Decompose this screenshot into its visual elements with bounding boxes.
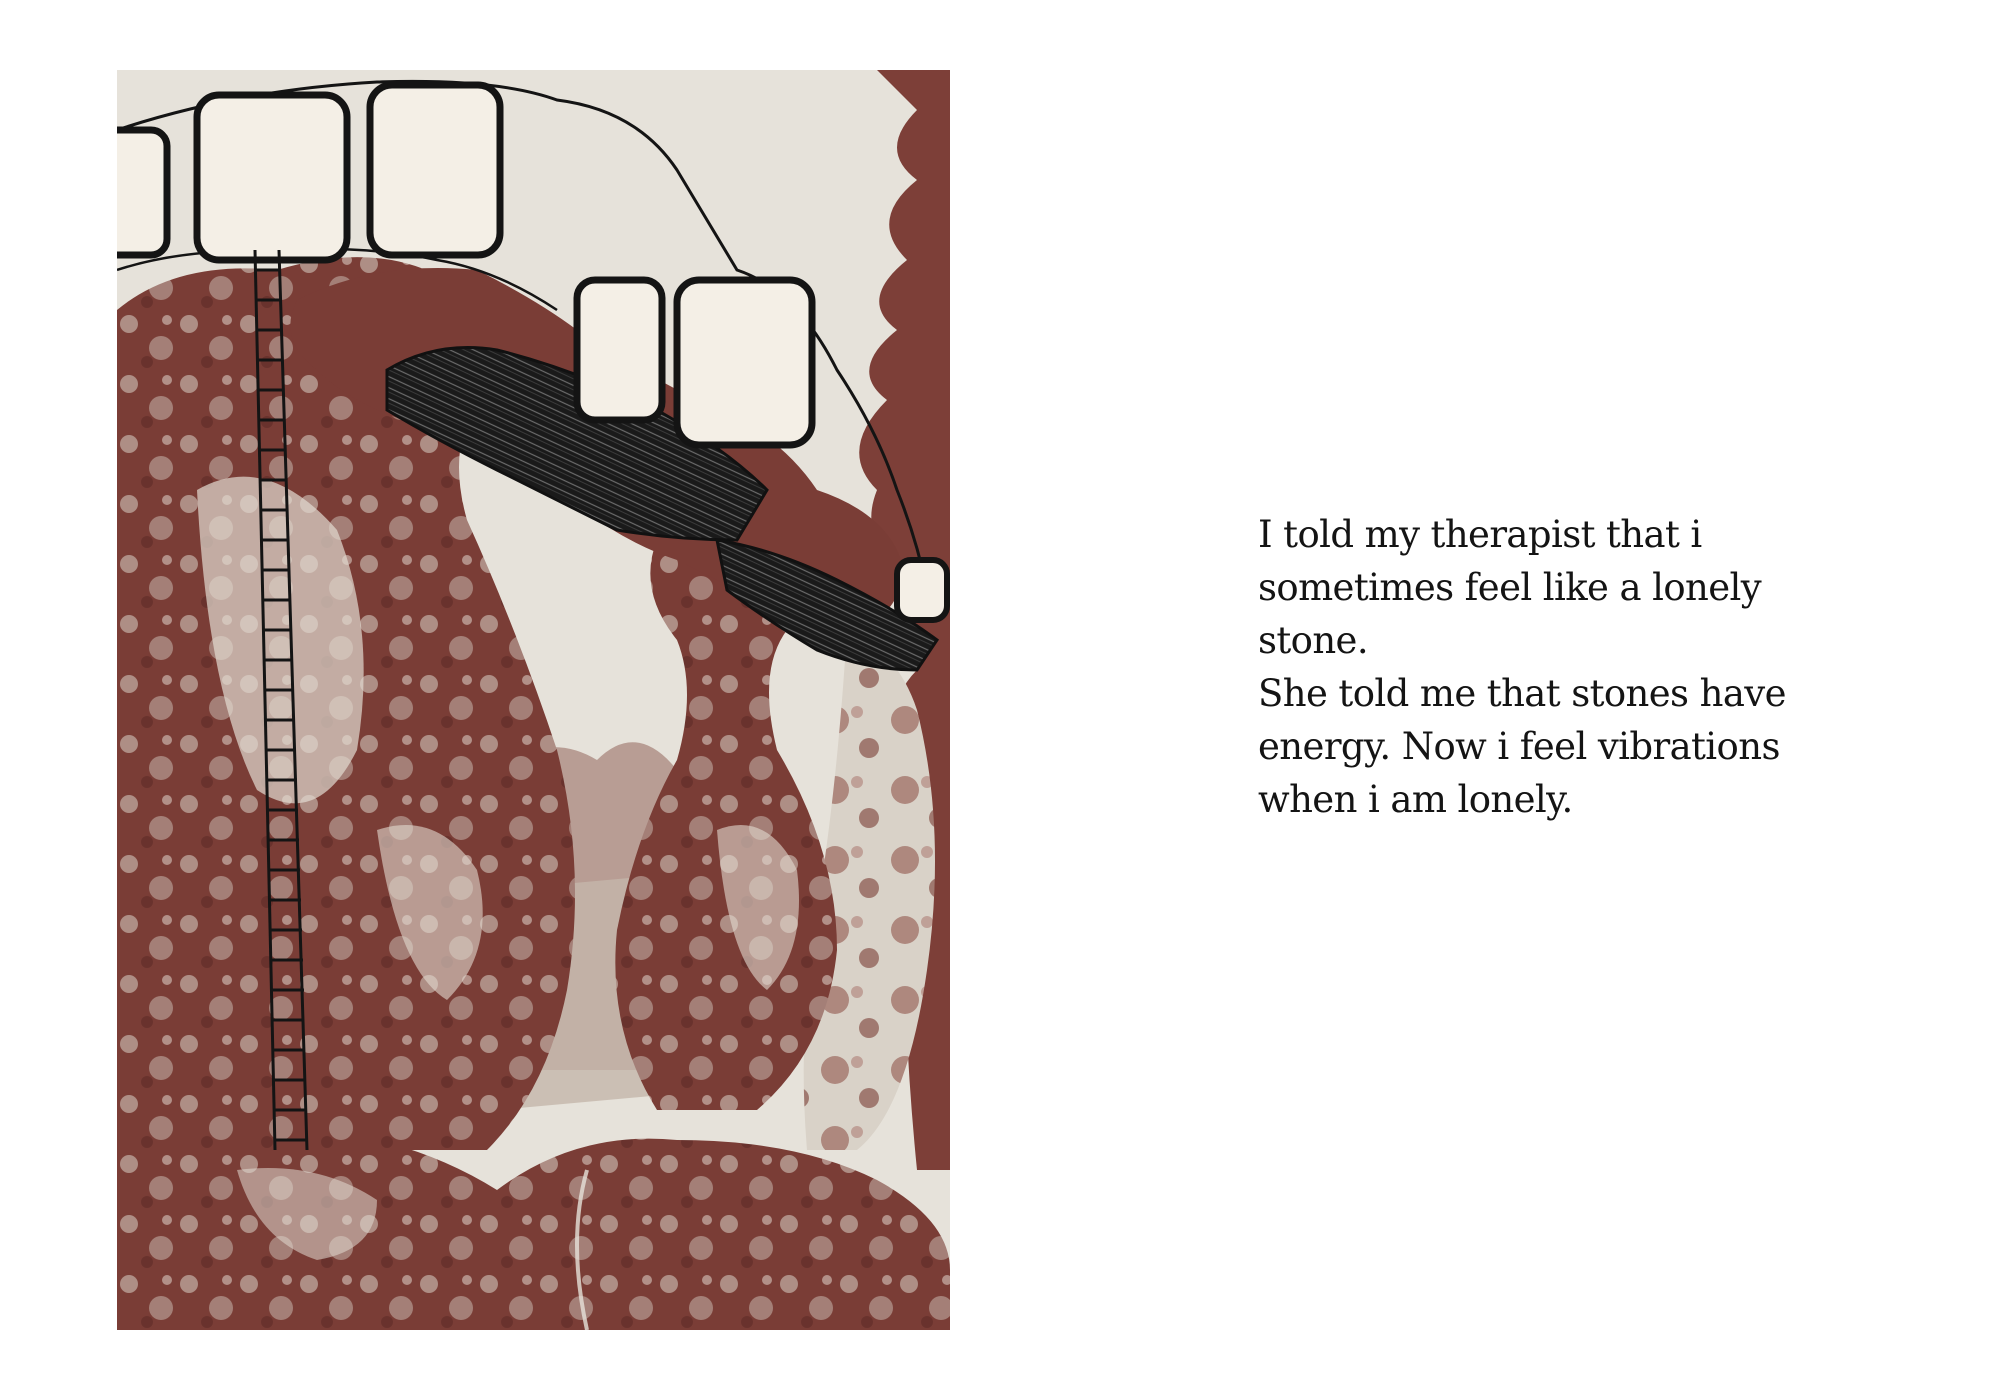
drawn-window-2: [197, 95, 347, 260]
poem-text: [1258, 508, 1818, 826]
drawn-window-1: [117, 130, 167, 255]
poem-line: sometimes feel like a lonely: [1258, 566, 1762, 609]
collage-artwork: [117, 70, 950, 1330]
poem-line: energy. Now i feel vibrations: [1258, 725, 1780, 768]
poem-line: stone.: [1258, 619, 1369, 662]
drawn-window-6: [897, 560, 947, 620]
collage-illustration-icon: [117, 70, 950, 1330]
poem-line: She told me that stones have: [1258, 672, 1786, 715]
poem-line: when i am lonely.: [1258, 778, 1573, 821]
drawn-window-4: [577, 280, 662, 420]
drawn-window-3: [370, 85, 500, 255]
drawn-window-5: [677, 280, 812, 445]
poem-line: I told my therapist that i: [1258, 513, 1702, 556]
